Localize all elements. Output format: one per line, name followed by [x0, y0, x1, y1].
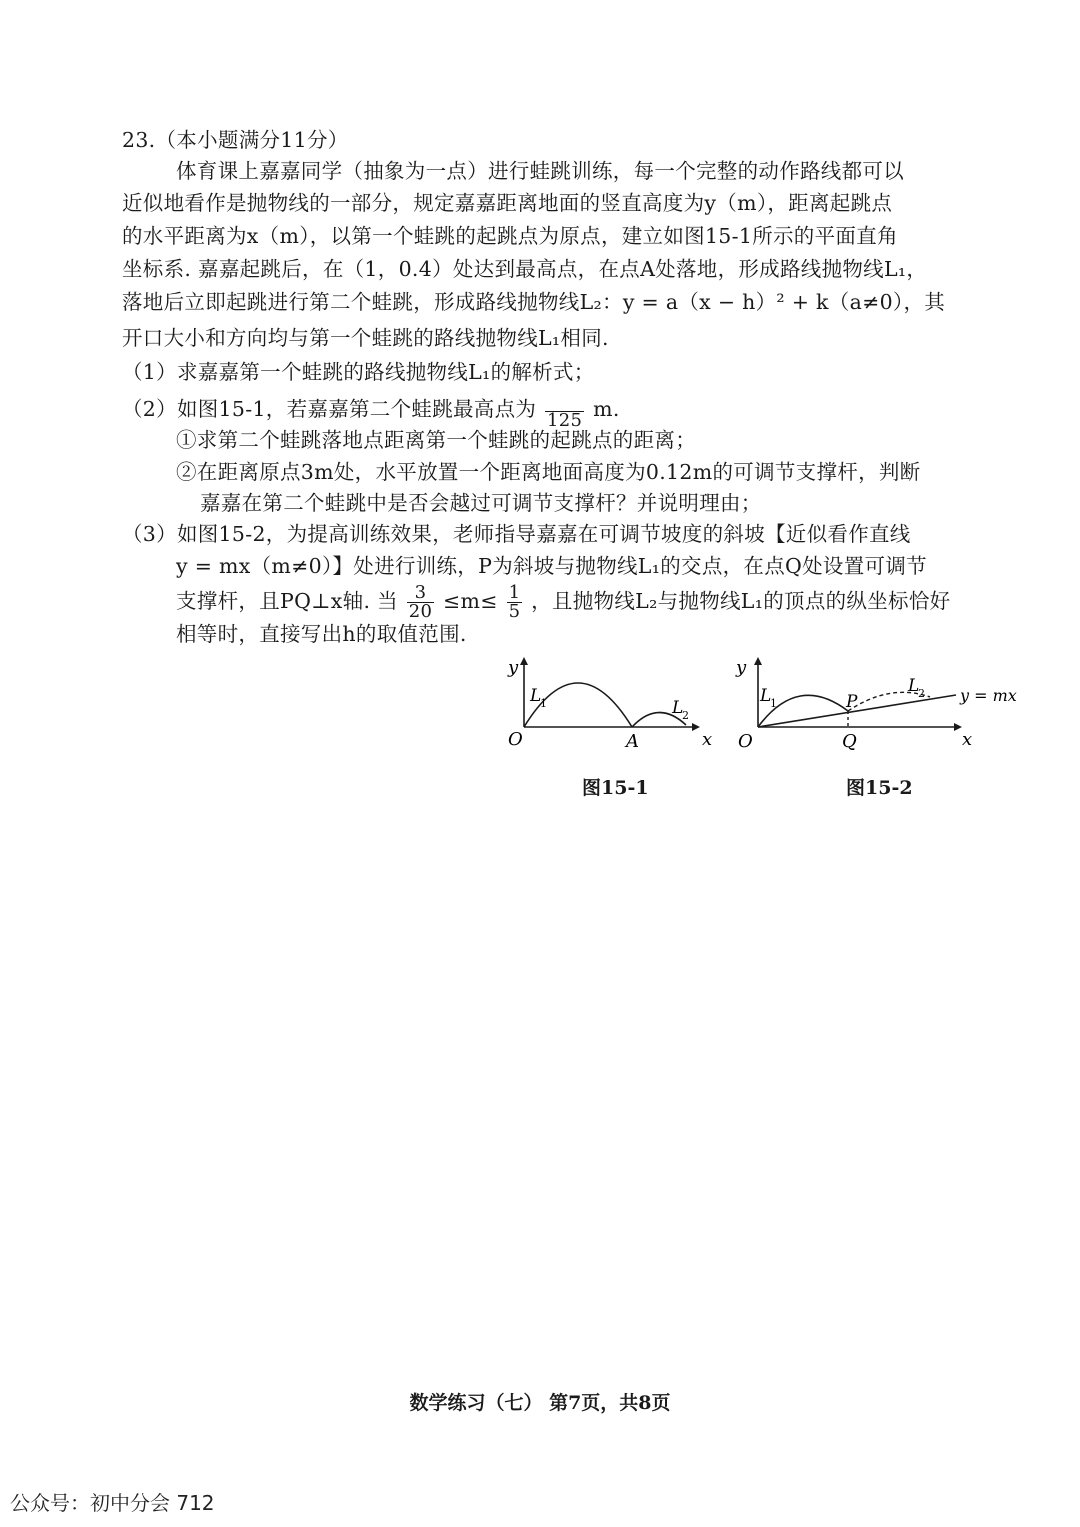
part-2-sub-1: ①求第二个蛙跳落地点距离第一个蛙跳的起跳点的距离； — [176, 428, 696, 452]
watermark-text: 公众号：初中分会 712 — [10, 1491, 215, 1515]
part-3-text-1: 支撑杆，且PQ⊥x轴. 当 — [176, 589, 398, 613]
part-3-line-c — [176, 584, 950, 621]
part-2-sub-2a: ②在距离原点3m处，水平放置一个距离地面高度为0.12m的可调节支撑杆，判断 — [176, 460, 921, 484]
label-A: A — [626, 731, 639, 752]
figure-15-2 — [730, 655, 1030, 755]
part-2-sub-2b: 嘉嘉在第二个蛙跳中是否会越过可调节支撑杆？并说明理由； — [200, 491, 762, 515]
figure-15-1 — [500, 655, 730, 755]
label-L2: L — [672, 698, 684, 718]
fraction-numerator: 3 — [407, 584, 435, 603]
label-line-mx: y = mx — [960, 686, 1017, 705]
label-L2-sub: 2 — [682, 709, 689, 722]
fraction-denominator: 5 — [508, 601, 521, 622]
stem-line-6: 开口大小和方向均与第一个蛙跳的路线抛物线L₁相同. — [122, 326, 609, 350]
label-x: x — [702, 729, 713, 750]
label-L1-sub: 1 — [770, 697, 777, 710]
y-axis-arrow — [520, 657, 528, 665]
fraction-3-20 — [407, 584, 435, 621]
part-1: （1）求嘉嘉第一个蛙跳的路线抛物线L₁的解析式； — [122, 360, 595, 384]
label-L1-sub: 1 — [540, 697, 547, 710]
fraction-denominator: 20 — [408, 601, 433, 622]
figure-15-2-caption: 图15-2 — [846, 777, 913, 799]
stem-line-3: 的水平距离为x（m），以第一个蛙跳的起跳点为原点，建立如图15-1所示的平面直角 — [122, 224, 898, 248]
x-axis-arrow — [692, 723, 700, 731]
label-O: O — [508, 729, 523, 750]
part-2-text: （2）如图15-1，若嘉嘉第二个蛙跳最高点为 — [122, 397, 537, 421]
stem-line-5: 落地后立即起跳进行第二个蛙跳，形成路线抛物线L₂：y = a（x − h）² + k（a≠0），其 — [122, 290, 946, 314]
part-3-text-2: ≤m≤ — [443, 589, 498, 613]
label-L1: L — [760, 686, 772, 706]
stem-line-4: 坐标系. 嘉嘉起跳后，在（1，0.4）处达到最高点，在点A处落地，形成路线抛物线L₁， — [122, 257, 928, 281]
question-header: 23.（本小题满分11分） — [122, 128, 349, 152]
label-y: y — [736, 657, 747, 678]
label-L2-sub: 2 — [918, 687, 925, 700]
fraction-denominator: 125 — [547, 410, 583, 431]
fraction-numerator: 1 — [508, 582, 521, 603]
label-L2: L — [908, 676, 920, 696]
y-axis-arrow — [754, 657, 762, 665]
stem-line-2: 近似地看作是抛物线的一部分，规定嘉嘉距离地面的竖直高度为y（m），距离起跳点 — [122, 191, 893, 215]
part-3-line-d: 相等时，直接写出h的取值范围. — [176, 622, 467, 646]
label-L1: L — [530, 686, 542, 706]
part-3-line-b: y = mx（m≠0）】处进行训练，P为斜坡与抛物线L₁的交点，在点Q处设置可调节 — [176, 554, 927, 578]
part-2-unit: m. — [593, 397, 620, 421]
x-axis-arrow — [954, 723, 962, 731]
page-footer: 数学练习（七） 第7页，共8页 — [409, 1392, 671, 1414]
figure-15-1-caption: 图15-1 — [582, 777, 649, 799]
part-3-text-3: ，且抛物线L₂与抛物线L₁的顶点的纵坐标恰好 — [531, 589, 951, 613]
label-y: y — [508, 657, 519, 678]
part-3-line-a: （3）如图15-2，为提高训练效果，老师指导嘉嘉在可调节坡度的斜坡【近似看作直线 — [122, 522, 911, 546]
part-2-line — [122, 393, 620, 430]
label-O: O — [738, 731, 753, 752]
stem-line-1: 体育课上嘉嘉同学（抽象为一点）进行蛙跳训练，每一个完整的动作路线都可以 — [176, 159, 904, 183]
label-x: x — [962, 729, 973, 750]
fraction-1-5 — [507, 584, 523, 621]
label-P: P — [846, 692, 858, 712]
label-Q: Q — [842, 731, 857, 752]
part-2-fraction — [545, 393, 584, 430]
